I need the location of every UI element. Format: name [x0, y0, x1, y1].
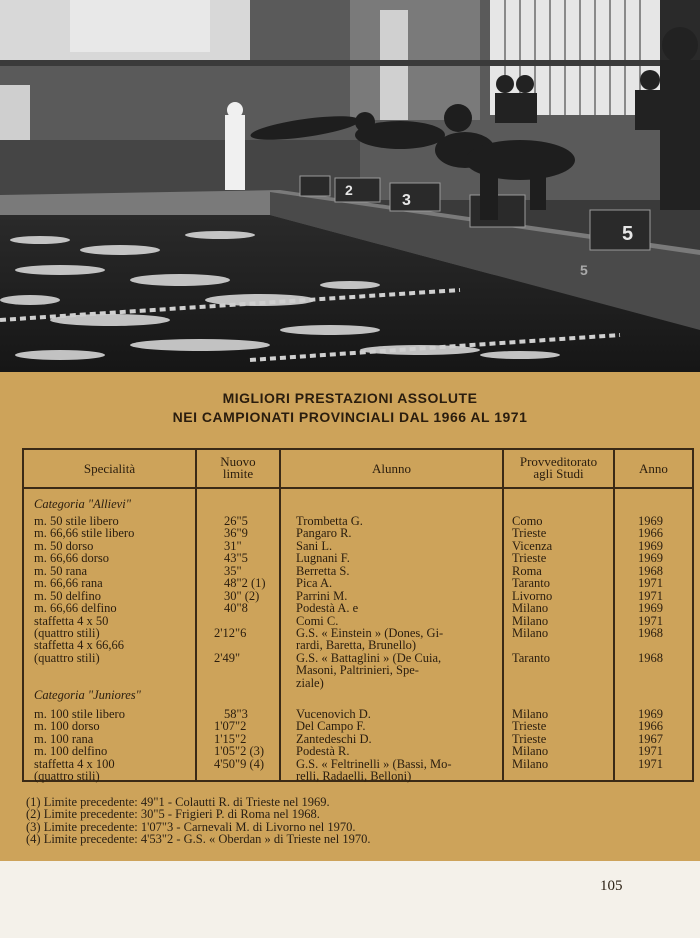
cell-limite: 26"5 [224, 514, 248, 528]
lane-number: 5 [622, 223, 634, 245]
column-divider [195, 450, 197, 780]
cell-specialita: m. 50 dorso [34, 539, 94, 553]
column-divider [502, 450, 504, 780]
lane-number: 5 [580, 262, 588, 278]
cell-specialita: staffetta 4 x 50 [34, 614, 109, 628]
cell-provveditorato: Livorno [512, 589, 553, 603]
category-juniores: Categoria "Juniores" [34, 688, 141, 702]
cell-limite: 30" (2) [224, 589, 260, 603]
cell-provveditorato: Milano [512, 626, 549, 640]
page-number: 105 [600, 878, 623, 894]
cell-alunno: Trombetta G. [296, 514, 363, 528]
column-divider [613, 450, 615, 780]
cell-alunno: Sani L. [296, 539, 333, 553]
header-limite: limite [222, 466, 254, 481]
cell-anno: 1966 [638, 719, 663, 733]
cell-alunno: G.S. « Battaglini » (De Cuia, [296, 651, 442, 665]
cell-provveditorato: Milano [512, 601, 549, 615]
cell-specialita: m. 100 delfino [34, 744, 108, 758]
cell-specialita: m. 50 stile libero [34, 514, 119, 528]
header-specialita: Specialità [83, 461, 136, 476]
cell-specialita: staffetta 4 x 66,66 [34, 638, 125, 652]
cell-alunno: Pica A. [296, 576, 333, 590]
cell-alunno: Podestà R. [296, 744, 350, 758]
cell-alunno: Masoni, Paltrinieri, Spe- [296, 663, 419, 677]
records-table [22, 448, 694, 782]
cell-alunno: Zantedeschi D. [296, 732, 372, 746]
cell-limite: 2'12"6 [214, 626, 247, 640]
cell-anno: 1969 [638, 514, 663, 528]
cell-limite: 31" [224, 539, 242, 553]
cell-provveditorato: Trieste [512, 732, 547, 746]
header-nuovo: Nuovo [220, 454, 256, 469]
footnote: (4) Limite precedente: 4'53"2 - G.S. « Oberdan » di Trieste nel 1970. [26, 832, 371, 847]
cell-specialita: m. 50 rana [34, 564, 88, 578]
cell-alunno: G.S. « Feltrinelli » (Bassi, Mo- [296, 757, 452, 771]
cell-specialita: (quattro stili) [34, 769, 100, 783]
cell-alunno: rardi, Baretta, Brunello) [296, 638, 417, 652]
lane-number: 3 [402, 192, 411, 209]
cell-specialita: m. 66,66 stile libero [34, 526, 135, 540]
category-allievi: Categoria "Allievi" [34, 497, 131, 511]
cell-provveditorato: Vicenza [512, 539, 553, 553]
cell-specialita: m. 100 dorso [34, 719, 100, 733]
cell-provveditorato: Roma [512, 564, 542, 578]
header-rule [24, 487, 692, 489]
cell-limite: 36"9 [224, 526, 248, 540]
cell-alunno: Vucenovich D. [296, 707, 371, 721]
cell-anno: 1971 [638, 576, 663, 590]
cell-limite: 1'15"2 [214, 732, 247, 746]
cell-anno: 1966 [638, 526, 663, 540]
cell-alunno: relli, Radaelli, Belloni) [296, 769, 412, 783]
cell-alunno: G.S. « Einstein » (Dones, Gi- [296, 626, 444, 640]
cell-anno: 1971 [638, 757, 663, 771]
cell-anno: 1971 [638, 614, 663, 628]
cell-limite: 35" [224, 564, 242, 578]
cell-provveditorato: Milano [512, 707, 549, 721]
cell-limite: 48"2 (1) [224, 576, 266, 590]
cell-specialita: m. 50 delfino [34, 589, 102, 603]
header-provveditorato: Provveditorato [519, 454, 598, 469]
cell-anno: 1968 [638, 564, 663, 578]
cell-limite: 58"3 [224, 707, 248, 721]
cell-anno: 1968 [638, 626, 663, 640]
cell-provveditorato: Milano [512, 614, 549, 628]
cell-limite: 43"5 [224, 551, 248, 565]
column-divider [279, 450, 281, 780]
cell-specialita: m. 100 stile libero [34, 707, 125, 721]
cell-alunno: Berretta S. [296, 564, 350, 578]
cell-specialita: m. 66,66 rana [34, 576, 103, 590]
swimming-pool-photo [0, 0, 700, 372]
lane-number: 2 [345, 182, 353, 198]
cell-limite: 40"8 [224, 601, 248, 615]
header-anno: Anno [639, 461, 668, 476]
cell-provveditorato: Taranto [512, 576, 550, 590]
panel-title-line2: NEI CAMPIONATI PROVINCIALI DAL 1966 AL 1971 [172, 409, 528, 425]
header-alunno: Alunno [372, 461, 411, 476]
cell-anno: 1971 [638, 744, 663, 758]
cell-provveditorato: Milano [512, 744, 549, 758]
cell-provveditorato: Trieste [512, 526, 547, 540]
cell-anno: 1968 [638, 651, 663, 665]
cell-alunno: Podestà A. e [296, 601, 359, 615]
cell-limite: 1'05"2 (3) [214, 744, 265, 758]
cell-anno: 1969 [638, 707, 663, 721]
footnote: (3) Limite precedente: 1'07"3 - Carnevali M. di Livorno nel 1970. [26, 819, 356, 834]
cell-alunno: Comi C. [296, 614, 339, 628]
header-agli-studi: agli Studi [533, 466, 584, 481]
cell-alunno: ziale) [296, 676, 324, 690]
cell-anno: 1969 [638, 539, 663, 553]
footnote: (2) Limite precedente: 30"5 - Frigieri P. di Roma nel 1968. [26, 807, 320, 822]
cell-anno: 1971 [638, 589, 663, 603]
cell-anno: 1967 [638, 732, 663, 746]
cell-provveditorato: Trieste [512, 719, 547, 733]
panel-title-line1: MIGLIORI PRESTAZIONI ASSOLUTE [222, 390, 478, 406]
cell-specialita: (quattro stili) [34, 651, 100, 665]
cell-limite: 1'07"2 [214, 719, 247, 733]
cell-provveditorato: Taranto [512, 651, 550, 665]
cell-alunno: Parrini M. [296, 589, 348, 603]
cell-specialita: staffetta 4 x 100 [34, 757, 115, 771]
footnote: (1) Limite precedente: 49"1 - Colautti R. di Trieste nel 1969. [26, 795, 330, 809]
cell-specialita: m. 100 rana [34, 732, 94, 746]
cell-provveditorato: Trieste [512, 551, 547, 565]
cell-specialita: m. 66,66 delfino [34, 601, 117, 615]
cell-limite: 2'49" [214, 651, 241, 665]
cell-provveditorato: Como [512, 514, 543, 528]
cell-alunno: Pangaro R. [296, 526, 352, 540]
cell-provveditorato: Milano [512, 757, 549, 771]
cell-anno: 1969 [638, 551, 663, 565]
cell-alunno: Lugnani F. [296, 551, 350, 565]
cell-limite: 4'50"9 (4) [214, 757, 265, 771]
cell-anno: 1969 [638, 601, 663, 615]
cell-specialita: m. 66,66 dorso [34, 551, 109, 565]
cell-specialita: (quattro stili) [34, 626, 100, 640]
cell-alunno: Del Campo F. [296, 719, 366, 733]
records-panel [0, 372, 700, 861]
footnotes [26, 796, 370, 846]
